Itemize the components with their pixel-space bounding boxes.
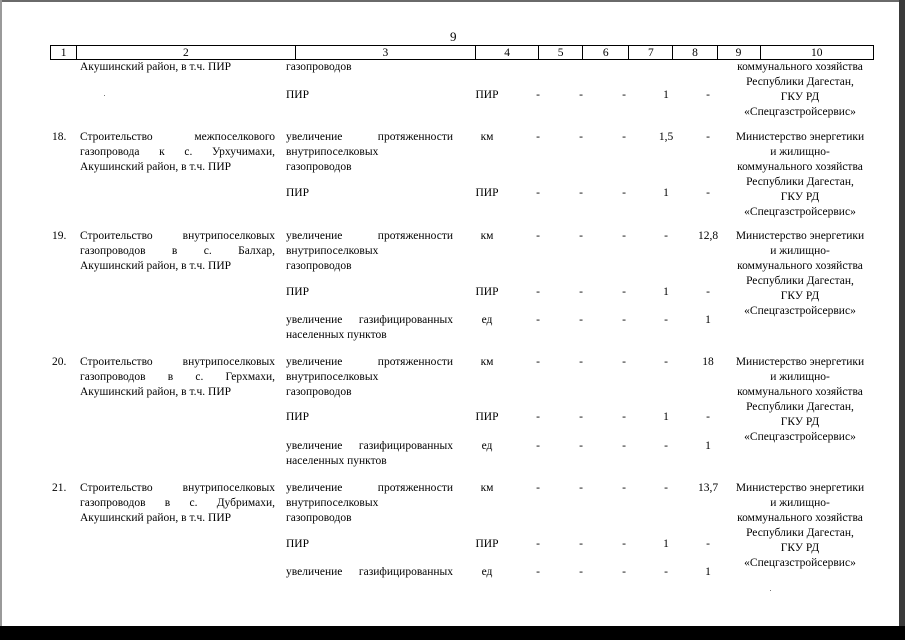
responsible-line: ГКУ РД [780,91,820,103]
value-cell: - [536,356,540,368]
responsible-line: «Спецгазстройсервис» [744,206,856,218]
responsible-line: и жилищно- [770,371,830,383]
gas-metric [286,565,453,580]
value-cell: - [622,314,626,326]
value-cell: - [706,89,710,101]
object-name-line: газопроводов в с. Балхар, [80,245,275,257]
responsible-line: коммунального хозяйства [737,161,863,173]
value-cell: - [536,314,540,326]
scan-speck [104,95,105,96]
object-name-line: Акушинский район, в т.ч. ПИР [80,512,232,524]
responsible-line: и жилищно- [770,245,830,257]
pir-unit: ПИР [475,286,499,298]
value-cell: - [622,187,626,199]
scan-left-edge [0,0,2,628]
value-cell: - [579,538,583,550]
value-cell: - [706,131,710,143]
value-cell: 1 [663,89,669,101]
gas-unit: ед [481,440,493,452]
object-name-line: Акушинский район, в т.ч. ПИР [80,61,232,73]
metric-line: внутрипоселковых [286,497,379,509]
responsible-line: ГКУ РД [780,290,820,302]
value-cell: 1 [705,440,711,452]
pir-metric: ПИР [286,411,310,423]
column-header: 4 [476,46,539,60]
responsible-line: ГКУ РД [780,416,820,428]
object-name-line: газопровода к с. Урхучимахи, [80,146,275,158]
metric-line: внутрипоселковых [286,146,379,158]
responsible-line: коммунального хозяйства [737,386,863,398]
scan-speck [770,590,771,591]
value-cell: - [579,482,583,494]
value-cell: - [706,538,710,550]
value-cell: - [536,230,540,242]
value-cell: - [664,566,668,578]
responsible-line: и жилищно- [770,497,830,509]
pir-unit: ПИР [475,538,499,550]
object-name-line: Акушинский район, в т.ч. ПИР [80,161,232,173]
value-cell: - [706,286,710,298]
value-cell: - [579,314,583,326]
responsible-line: «Спецгазстройсервис» [744,305,856,317]
value-cell: - [579,356,583,368]
value-cell: - [664,230,668,242]
value-cell: 1 [663,538,669,550]
value-cell: - [622,131,626,143]
value-cell: - [622,440,626,452]
column-header: 5 [539,46,583,60]
object-name-line: Акушинский район, в т.ч. ПИР [80,260,232,272]
value-cell: - [622,538,626,550]
value-cell: 12,8 [697,230,719,242]
object-name [80,229,275,274]
metric-line: увеличение протяженности [286,131,453,143]
column-header: 3 [295,46,476,60]
value-cell: 1,5 [658,131,674,143]
responsible-line: «Спецгазстройсервис» [744,431,856,443]
responsible-line: Министерство энергетики [735,230,865,242]
column-header: 7 [629,46,673,60]
object-name-line: Строительство межпоселкового [80,131,275,143]
responsible-line: Республики Дагестан, [746,76,854,88]
column-header: 1 [51,46,77,60]
metric-line: газопроводов [286,512,352,524]
row-number: 21. [52,482,67,494]
pir-metric: ПИР [286,286,310,298]
metric-line: увеличение протяженности [286,356,453,368]
unit: км [480,131,494,143]
metric-line: увеличение газифицированных [286,440,453,452]
value-cell: - [622,482,626,494]
metric [286,355,453,400]
value-cell: - [664,314,668,326]
object-name-line: Строительство внутрипоселковых [80,356,275,368]
unit: км [480,356,494,368]
column-header: 2 [77,46,295,60]
object-name-line: газопроводов в с. Дубримахи, [80,497,275,509]
pir-metric: ПИР [286,89,310,101]
value-cell: - [622,286,626,298]
unit: км [480,230,494,242]
metric [286,229,453,274]
responsible-line: «Спецгазстройсервис» [744,557,856,569]
responsible-line: коммунального хозяйства [737,61,863,73]
responsible-line: коммунального хозяйства [737,260,863,272]
responsible-line: Республики Дагестан, [746,527,854,539]
value-cell: - [706,411,710,423]
gas-unit: ед [481,566,493,578]
column-header: 6 [583,46,629,60]
metric-line: увеличение протяженности [286,230,453,242]
row-number: 18. [52,131,67,143]
value-cell: - [622,356,626,368]
metric-line: населенных пунктов [286,455,387,467]
value-cell: - [622,566,626,578]
value-cell: - [536,440,540,452]
column-header: 9 [717,46,760,60]
object-name-line: Строительство внутрипоселковых [80,482,275,494]
object-name-line: Акушинский район, в т.ч. ПИР [80,386,232,398]
responsible-line: Министерство энергетики [735,482,865,494]
value-cell: - [579,411,583,423]
metric-line: увеличение протяженности [286,482,453,494]
value-cell: - [536,482,540,494]
scan-right-edge [899,0,905,628]
metric-line: увеличение газифицированных [286,566,453,578]
value-cell: - [536,538,540,550]
gas-unit: ед [481,314,493,326]
value-cell: - [579,566,583,578]
value-cell: - [664,482,668,494]
metric-line: увеличение газифицированных [286,314,453,326]
value-cell: 13,7 [697,482,719,494]
gas-metric [286,313,453,343]
responsible-line: Республики Дагестан, [746,275,854,287]
pir-unit: ПИР [475,187,499,199]
pir-metric: ПИР [286,187,310,199]
column-header: 8 [673,46,717,60]
gas-metric [286,439,453,469]
pir-metric: ПИР [286,538,310,550]
responsible [729,130,871,220]
continued-object-name [80,60,275,75]
responsible-line: Республики Дагестан, [746,176,854,188]
value-cell: - [622,411,626,423]
value-cell: 18 [702,356,714,368]
value-cell: - [579,131,583,143]
metric-line: газопроводов [286,386,352,398]
metric-line: внутрипоселковых [286,245,379,257]
metric-line: газопроводов [286,260,352,272]
unit: км [480,482,494,494]
value-cell: - [706,187,710,199]
value-cell: - [536,286,540,298]
value-cell: - [536,411,540,423]
value-cell: - [536,89,540,101]
continued-responsible [729,60,871,120]
value-cell: 1 [705,566,711,578]
value-cell: - [664,356,668,368]
responsible [729,229,871,319]
responsible-line: ГКУ РД [780,542,820,554]
column-header-row [50,45,874,60]
responsible-line: и жилищно- [770,146,830,158]
value-cell: - [579,187,583,199]
metric-line: внутрипоселковых [286,371,379,383]
value-cell: - [579,89,583,101]
responsible-line: «Спецгазстройсервис» [744,106,856,118]
value-cell: 1 [663,187,669,199]
row-number: 19. [52,230,67,242]
value-cell: - [622,89,626,101]
object-name-line: Строительство внутрипоселковых [80,230,275,242]
value-cell: - [536,131,540,143]
responsible-line: Республики Дагестан, [746,401,854,413]
value-cell: - [536,566,540,578]
metric [286,481,453,526]
value-cell: - [579,286,583,298]
value-cell: - [664,440,668,452]
responsible [729,481,871,571]
object-name [80,355,275,400]
responsible [729,355,871,445]
object-name-line: газопроводов в с. Герхмахи, [80,371,275,383]
page-number: 9 [450,29,457,44]
scan-top-edge [0,0,905,2]
scan-bottom-edge [0,626,905,640]
value-cell: - [579,440,583,452]
value-cell: - [622,230,626,242]
metric [286,130,453,175]
object-name [80,130,275,175]
column-header: 10 [760,46,873,60]
row-number: 20. [52,356,67,368]
responsible-line: Министерство энергетики [735,356,865,368]
metric-line: населенных пунктов [286,329,387,341]
value-cell: 1 [663,411,669,423]
value-cell: - [536,187,540,199]
continued-metric: газопроводов [286,61,352,73]
value-cell: 1 [663,286,669,298]
pir-unit: ПИР [475,89,499,101]
responsible-line: ГКУ РД [780,191,820,203]
metric-line: газопроводов [286,161,352,173]
responsible-line: Министерство энергетики [735,131,865,143]
value-cell: 1 [705,314,711,326]
value-cell: - [579,230,583,242]
pir-unit: ПИР [475,411,499,423]
object-name [80,481,275,526]
responsible-line: коммунального хозяйства [737,512,863,524]
